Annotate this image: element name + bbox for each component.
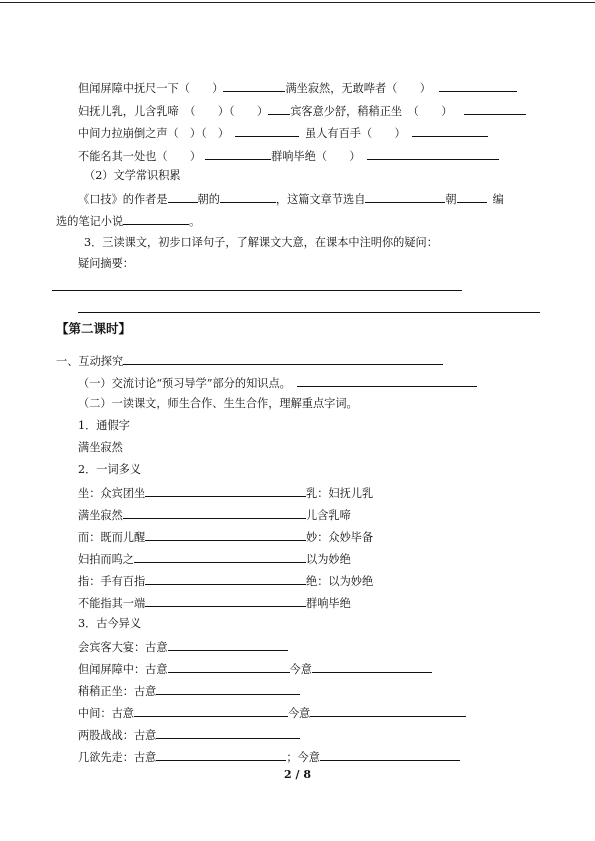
blank[interactable] bbox=[156, 683, 300, 695]
ancient-meaning-row bbox=[78, 749, 460, 765]
line-text: 几欲先走：古意 bbox=[78, 751, 157, 764]
exercise-line-2 bbox=[78, 103, 526, 119]
polysemy-left: 坐：众宾团坐 bbox=[78, 487, 146, 500]
line-text: 但闻屏障中抚尺一下（ ） bbox=[78, 82, 224, 95]
blank[interactable] bbox=[235, 125, 299, 137]
line-text: 编 bbox=[492, 193, 504, 206]
line-text: ，这篇文章节选自 bbox=[275, 193, 366, 206]
blank[interactable] bbox=[365, 191, 445, 203]
topic-ancient-modern: 3．古今异义 bbox=[78, 617, 142, 630]
blank[interactable] bbox=[156, 749, 286, 761]
sub-item-1 bbox=[78, 375, 477, 391]
polysemy-row bbox=[78, 551, 351, 567]
line-text: （一）交流讨论“预习导学”部分的知识点。 bbox=[78, 377, 291, 390]
line-text: 群响毕绝（ ） bbox=[271, 150, 361, 163]
subsection-literary: （2）文学常识积累 bbox=[84, 169, 181, 182]
section-heading: 【第二课时】 bbox=[56, 321, 132, 336]
blank[interactable] bbox=[297, 375, 477, 387]
polysemy-left: 不能指其一端 bbox=[78, 597, 146, 610]
blank[interactable] bbox=[320, 749, 460, 761]
blank[interactable] bbox=[168, 191, 198, 203]
blank[interactable] bbox=[145, 573, 306, 585]
answer-line[interactable] bbox=[52, 290, 462, 291]
blank[interactable] bbox=[123, 507, 306, 519]
line-text: 《口技》的作者是 bbox=[78, 193, 168, 206]
blank[interactable] bbox=[134, 551, 306, 563]
exercise-line-3 bbox=[78, 125, 488, 141]
blank[interactable] bbox=[367, 148, 499, 160]
instruction-3: 3．三读课文，初步口译句子，了解课文大意，在课本中注明你的疑问： bbox=[84, 236, 438, 249]
polysemy-right: 以为妙绝 bbox=[306, 553, 351, 566]
blank[interactable] bbox=[123, 353, 443, 365]
line-text: 但闻屏障中：古意 bbox=[78, 663, 168, 676]
blank[interactable] bbox=[268, 103, 290, 115]
blank[interactable] bbox=[156, 727, 300, 739]
blank[interactable] bbox=[168, 639, 288, 651]
sub-item-2: （二）一读课文，师生合作、生生合作，理解重点字词。 bbox=[78, 397, 358, 410]
line-text: 一、互动探究 bbox=[56, 355, 124, 368]
answer-line[interactable] bbox=[78, 312, 540, 313]
blank[interactable] bbox=[223, 80, 285, 92]
polysemy-right: 妙：众妙毕备 bbox=[306, 531, 374, 544]
polysemy-row bbox=[78, 507, 351, 523]
question-summary-label: 疑问摘要： bbox=[78, 257, 134, 270]
blank[interactable] bbox=[457, 191, 487, 203]
blank[interactable] bbox=[145, 529, 306, 541]
line-text: 朝的 bbox=[197, 193, 220, 206]
line-text: 。 bbox=[189, 215, 201, 228]
polysemy-left: 指：手有百指 bbox=[78, 575, 146, 588]
line-text: 中间力拉崩倒之声（ ）（ ） bbox=[78, 127, 230, 140]
polysemy-row bbox=[78, 573, 373, 589]
line-text: 中间：古意 bbox=[78, 707, 134, 720]
line-text: 今意 bbox=[287, 707, 311, 720]
tongjiazi-example: 满坐寂然 bbox=[78, 441, 123, 454]
line-text: 妇抚儿乳，儿含乳啼 （ ）（ ） bbox=[78, 105, 269, 118]
line-text: 不能名其一处也（ ） bbox=[78, 150, 202, 163]
line-text: 宾客意少舒，稍稍正坐 （ ） bbox=[290, 105, 453, 118]
polysemy-left: 满坐寂然 bbox=[78, 509, 123, 522]
polysemy-left: 而：既而儿醒 bbox=[78, 531, 146, 544]
blank[interactable] bbox=[310, 705, 466, 717]
blank[interactable] bbox=[145, 485, 306, 497]
polysemy-row bbox=[78, 595, 351, 611]
topic-polysemy: 2．一词多义 bbox=[78, 463, 142, 476]
polysemy-right: 儿含乳啼 bbox=[306, 509, 351, 522]
blank[interactable] bbox=[134, 705, 288, 717]
polysemy-row bbox=[78, 485, 373, 501]
polysemy-right: 乳：妇抚儿乳 bbox=[306, 487, 374, 500]
ancient-meaning-row bbox=[78, 639, 288, 655]
line-text: 会宾客大宴：古意 bbox=[78, 641, 168, 654]
line-text: 两股战战：古意 bbox=[78, 729, 157, 742]
blank[interactable] bbox=[205, 148, 271, 160]
polysemy-left: 妇拍而呜之 bbox=[78, 553, 134, 566]
literature-question-cont bbox=[56, 213, 200, 229]
literature-question bbox=[78, 191, 504, 207]
line-text: 选的笔记小说 bbox=[56, 215, 124, 228]
blank[interactable] bbox=[123, 213, 189, 225]
line-text: 今意 bbox=[289, 663, 312, 676]
ancient-meaning-row bbox=[78, 705, 466, 721]
exercise-line-4 bbox=[78, 148, 499, 164]
line-text: 虽人有百手（ ） bbox=[305, 127, 406, 140]
blank[interactable] bbox=[439, 80, 517, 92]
topic-tongjiazi: 1．通假字 bbox=[78, 419, 130, 432]
part-heading bbox=[56, 353, 443, 369]
blank[interactable] bbox=[412, 125, 488, 137]
blank[interactable] bbox=[312, 661, 432, 673]
exercise-line-1 bbox=[78, 80, 517, 96]
blank[interactable] bbox=[168, 661, 290, 673]
ancient-meaning-row bbox=[78, 727, 300, 743]
line-text: 朝 bbox=[445, 193, 457, 206]
line-text: ；今意 bbox=[286, 751, 320, 764]
line-text: 稍稍正坐：古意 bbox=[78, 685, 157, 698]
blank[interactable] bbox=[220, 191, 276, 203]
line-text: 满坐寂然，无敢哗者（ ） bbox=[285, 82, 431, 95]
polysemy-row bbox=[78, 529, 373, 545]
blank[interactable] bbox=[145, 595, 306, 607]
polysemy-right: 绝：以为妙绝 bbox=[306, 575, 374, 588]
page-number: 2 / 8 bbox=[284, 768, 311, 781]
ancient-meaning-row bbox=[78, 683, 300, 699]
top-border bbox=[0, 2, 595, 3]
ancient-meaning-row bbox=[78, 661, 432, 677]
blank[interactable] bbox=[464, 103, 526, 115]
polysemy-right: 群响毕绝 bbox=[306, 597, 351, 610]
